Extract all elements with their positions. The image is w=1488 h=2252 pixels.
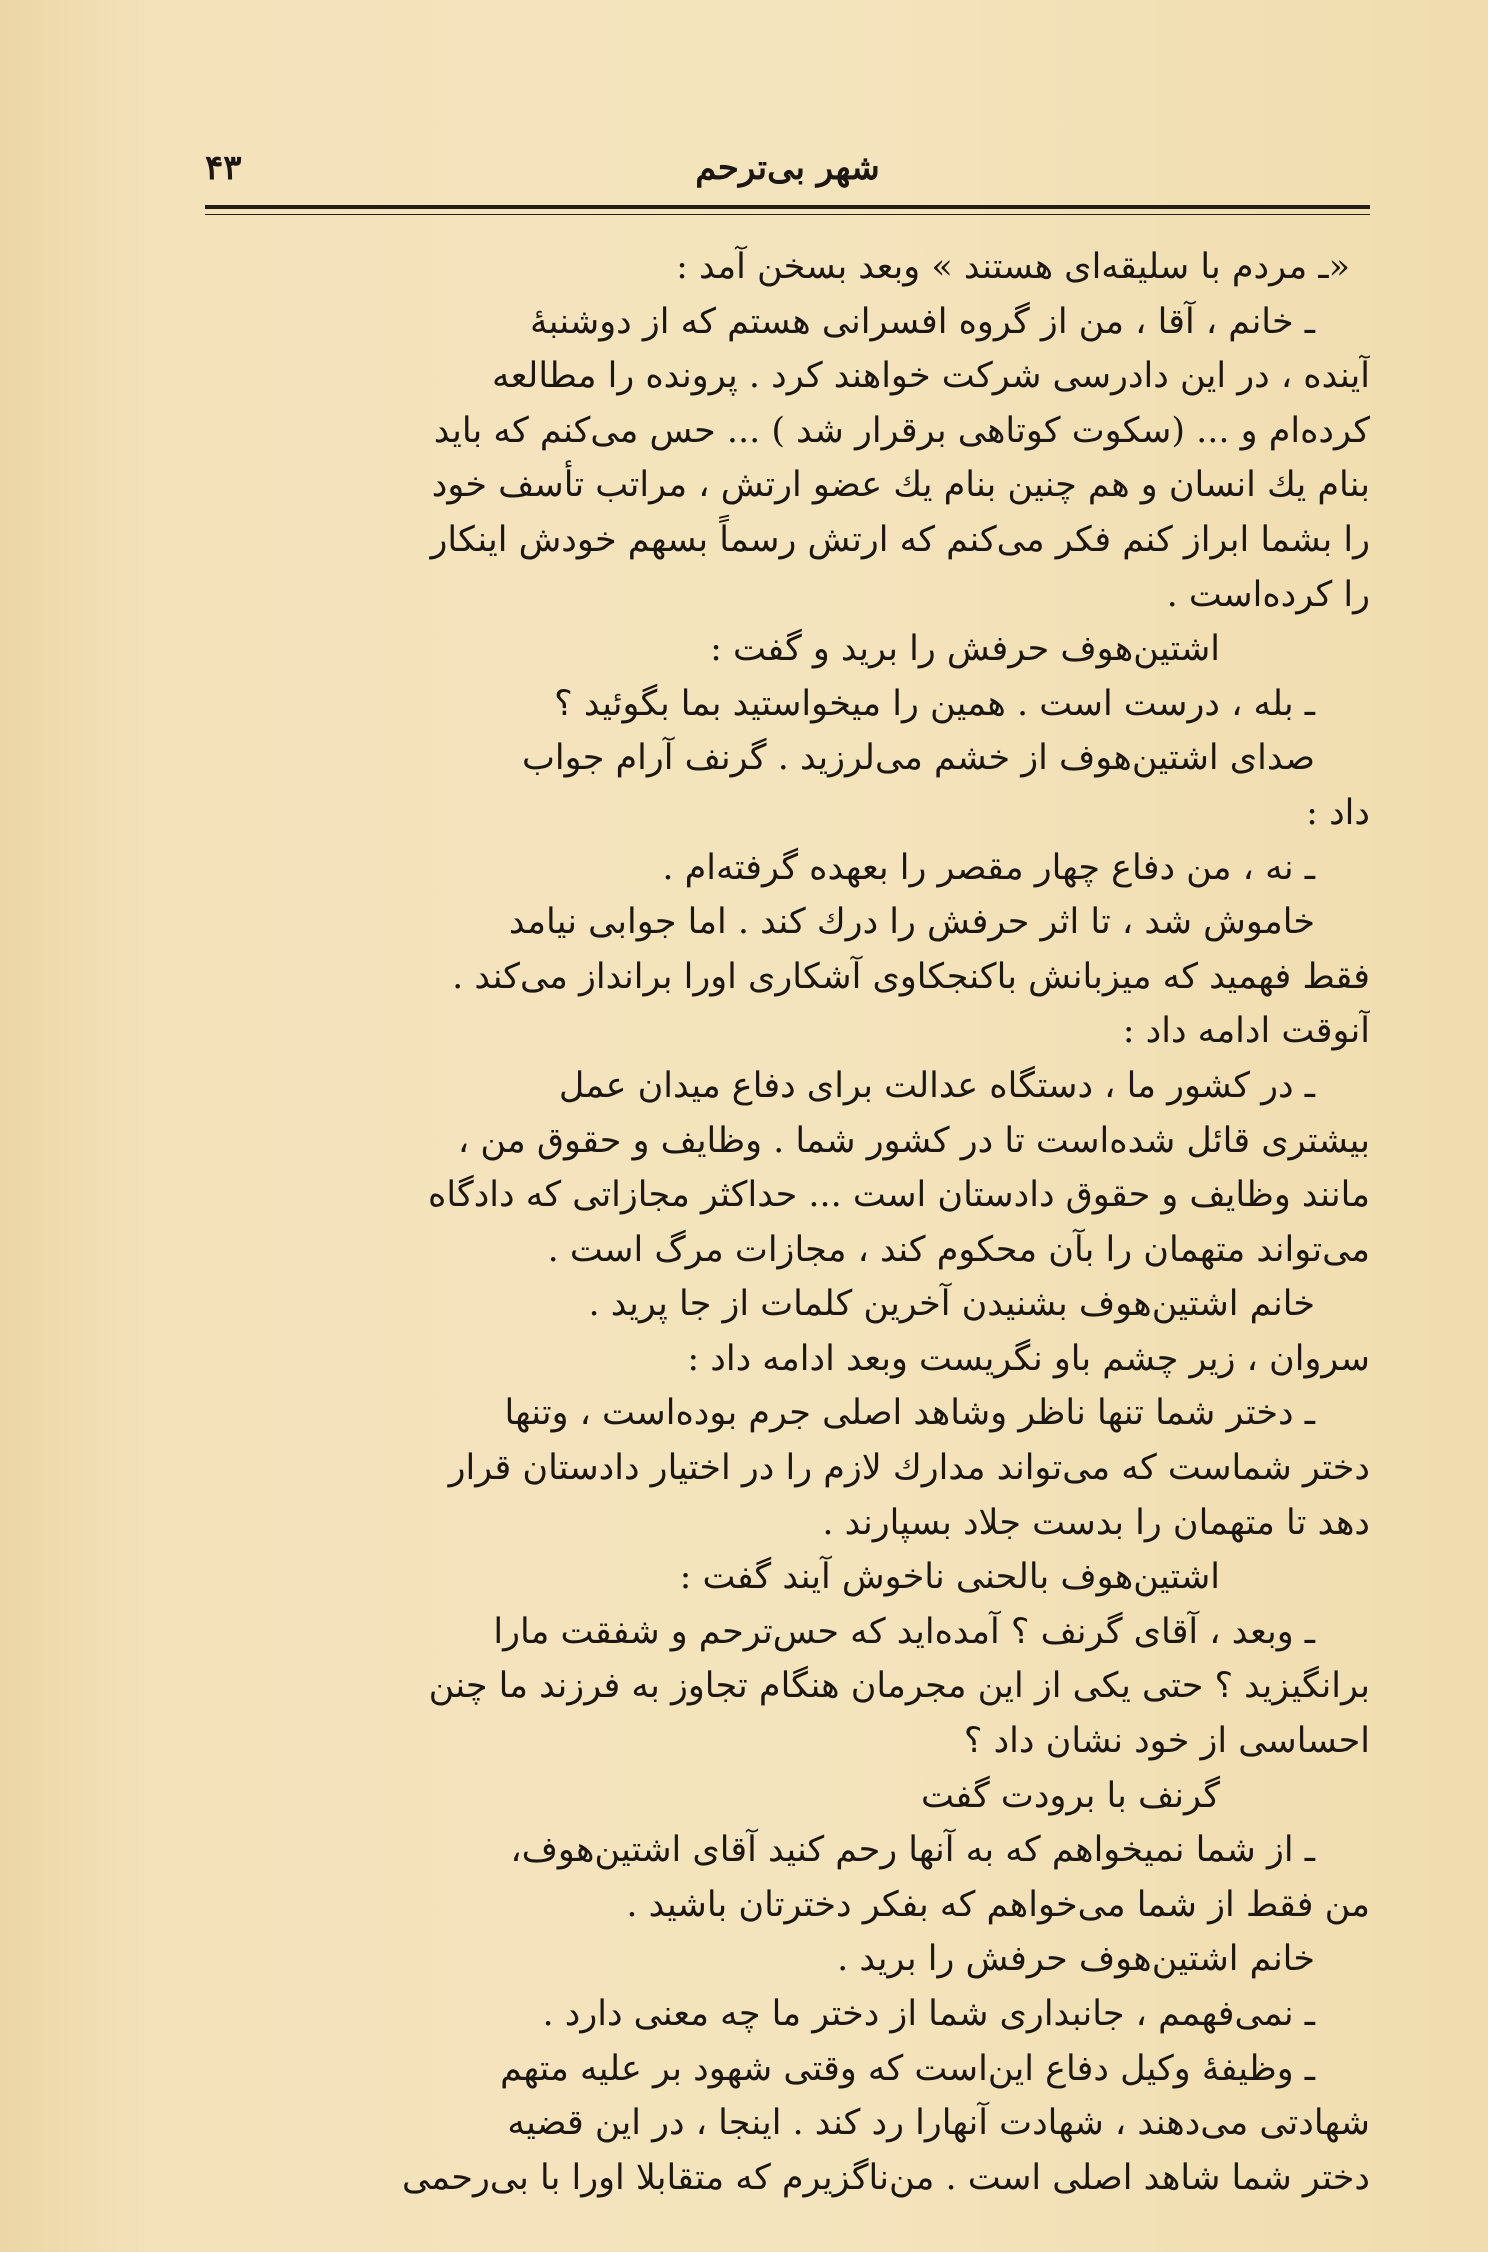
text-line: داد : xyxy=(1306,792,1370,833)
text-line: ـ در کشور ما ، دستگاه عدالت برای دفاع میدان عمل xyxy=(558,1065,1315,1106)
page-number: ۴۳ xyxy=(205,148,242,188)
text-line: دختر شما شاهد اصلی است . من‌ناگزیرم که متقابلا اورا با بی‌رحمی xyxy=(401,2157,1370,2198)
text-line: دختر شماست که می‌تواند مدارك لازم را در اختیار دادستان قرار xyxy=(448,1448,1370,1489)
text-line: بنام یك انسان و هم چنین بنام یك عضو ارتش ، مراتب تأسف خود xyxy=(431,465,1370,506)
text-line: ـ وظیفهٔ وکیل دفاع این‌است که وقتی شهود بر علیه متهم xyxy=(500,2048,1315,2089)
text-line: ـ از شما نمیخواهم که به آنها رحم کنید آقای اشتین‌هوف، xyxy=(510,1830,1315,1871)
running-header xyxy=(205,148,1370,208)
text-line: شهادتی می‌دهند ، شهادت آنهارا رد کند . اینجا ، در این قضیه xyxy=(507,2103,1370,2144)
text-line: ـ وبعد ، آقای گرنف ؟ آمده‌اید که حس‌ترحم و شفقت مارا xyxy=(493,1611,1315,1652)
text-line: خاموش شد ، تا اثر حرفش را درك کند . اما جوابی نیامد xyxy=(508,902,1315,943)
text-line: احساسی از خود نشان داد ؟ xyxy=(963,1721,1370,1762)
text-line: گرنف با برودت گفت xyxy=(921,1775,1220,1816)
text-line: دهد تا متهمان را بدست جلاد بسپارند . xyxy=(822,1502,1370,1543)
text-line: خانم اشتین‌هوف حرفش را برید . xyxy=(837,1939,1315,1980)
chapter-title: شهر بی‌ترحم xyxy=(695,148,880,188)
text-line: ـ دختر شما تنها ناظر وشاهد اصلی جرم بوده‌است ، وتنها xyxy=(504,1393,1315,1434)
text-line: «ـ مردم با سلیقه‌ای هستند » وبعد بسخن آمد : xyxy=(676,247,1350,287)
text-line: آنوقت ادامه داد : xyxy=(1122,1011,1370,1052)
header-rule xyxy=(205,205,1370,215)
text-line: کرده‌ام و ... (سکوت کوتاهی برقرار شد ) ... حس می‌کنم که باید xyxy=(433,410,1370,451)
text-line: فقط فهمید که میزبانش باکنجکاوی آشکاری اورا برانداز می‌کند . xyxy=(452,956,1370,997)
text-line: خانم اشتین‌هوف بشنیدن آخرین کلمات از جا پرید . xyxy=(588,1284,1315,1325)
text-line: صدای اشتین‌هوف از خشم می‌لرزید . گرنف آرام جواب xyxy=(521,738,1315,779)
text-line: را کرده‌است . xyxy=(1166,574,1370,615)
text-line: ـ نمی‌فهمم ، جانبداری شما از دختر ما چه معنی دارد . xyxy=(542,1994,1315,2034)
text-line: ـ خانم ، آقا ، من از گروه افسرانی هستم که از دوشنبهٔ xyxy=(530,301,1315,342)
text-line: ـ بله ، درست است . همین را میخواستید بما بگوئید ؟ xyxy=(554,683,1315,724)
text-line: را بشما ابراز کنم فکر می‌کنم که ارتش رسماً بسهم خودش اینکار xyxy=(430,519,1370,560)
text-line: برانگیزید ؟ حتی یکی از این مجرمان هنگام تجاوز به فرزند ما چنن xyxy=(428,1666,1370,1707)
text-line: بیشتری قائل شده‌است تا در کشور شما . وظایف و حقوق من ، xyxy=(457,1120,1370,1161)
text-line: آینده ، در این دادرسی شرکت خواهند کرد . پرونده را مطالعه xyxy=(492,356,1370,397)
text-line: مانند وظایف و حقوق دادستان است ... حداکثر مجازاتی که دادگاه xyxy=(428,1175,1370,1216)
text-line: اشتین‌هوف حرفش را برید و گفت : xyxy=(710,629,1220,670)
text-line: می‌تواند متهمان را بآن محکوم کند ، مجازات مرگ است . xyxy=(547,1229,1370,1270)
text-line: سروان ، زیر چشم باو نگریست وبعد ادامه داد : xyxy=(687,1338,1370,1379)
text-line: ـ نه ، من دفاع چهار مقصر را بعهده گرفته‌ام . xyxy=(662,847,1315,888)
text-line: اشتین‌هوف بالحنی ناخوش آیند گفت : xyxy=(679,1557,1220,1598)
body-text xyxy=(195,240,1370,2205)
text-line: من فقط از شما می‌خواهم که بفکر دخترتان باشید . xyxy=(626,1884,1370,1925)
